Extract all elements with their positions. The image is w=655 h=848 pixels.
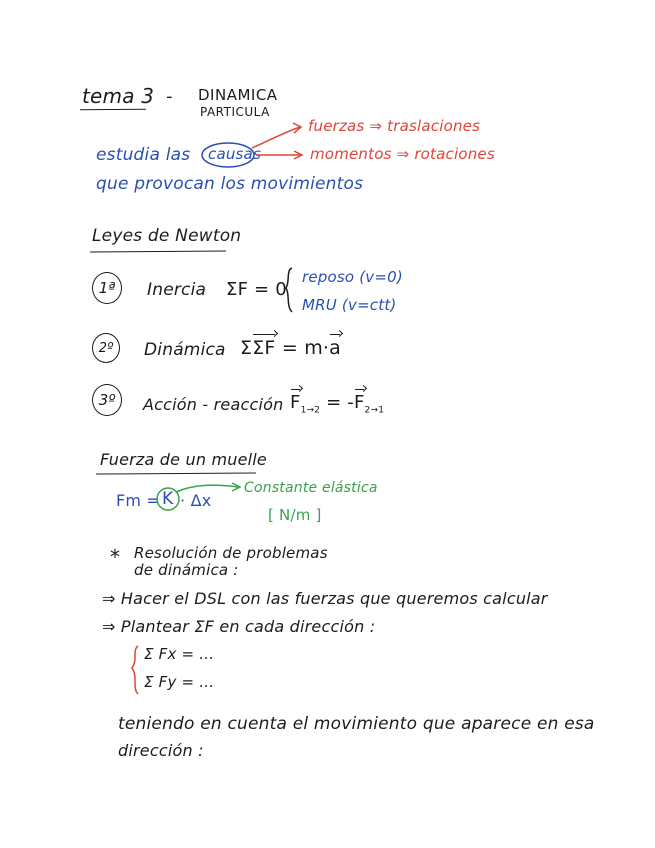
arrow-to-forces-head bbox=[293, 123, 301, 133]
law2-force-vector: ΣF bbox=[252, 337, 276, 359]
law3-f21-sub: 2→1 bbox=[364, 405, 385, 416]
law2-formula-lhs: ΣΣF bbox=[240, 337, 276, 359]
law3-f21: F bbox=[353, 392, 365, 413]
intro-line1: estudia las bbox=[96, 145, 191, 165]
method-title-line1: Resolución de problemas bbox=[134, 544, 328, 562]
inertia-case-mru: MRU (v=ctt) bbox=[302, 296, 397, 314]
law3-number: 3º bbox=[92, 384, 122, 416]
topic-number: tema 3 bbox=[82, 84, 155, 108]
method-title-line2: de dinámica : bbox=[134, 561, 239, 579]
spring-constant-label: Constante elástica bbox=[244, 480, 378, 496]
spring-heading: Fuerza de un muelle bbox=[100, 450, 267, 469]
law3-f12-sub: 1→2 bbox=[300, 405, 321, 416]
title-dash: - bbox=[166, 86, 173, 107]
law2-formula-eq: = bbox=[281, 337, 298, 359]
spring-underline bbox=[96, 472, 256, 474]
law3-eq: = - bbox=[326, 392, 354, 413]
newton-underline bbox=[90, 251, 226, 253]
law2-name: Dinámica bbox=[144, 340, 226, 360]
law3-f12: F bbox=[290, 392, 301, 413]
topic-underline bbox=[80, 109, 146, 110]
spring-units: [ N/m ] bbox=[268, 506, 322, 524]
branch-forces: fuerzas ⇒ traslaciones bbox=[308, 117, 481, 135]
spring-formula-lhs: Fm = bbox=[116, 491, 161, 510]
intro-line2: que provocan los movimientos bbox=[96, 174, 364, 194]
branch-moments: momentos ⇒ rotaciones bbox=[310, 145, 495, 163]
method-step1: ⇒ Hacer el DSL con las fuerzas que queremos calcular bbox=[102, 589, 548, 608]
spring-formula-rhs: · Δx bbox=[180, 491, 212, 510]
arrow-to-constant-label-head bbox=[232, 483, 240, 491]
law2-formula bbox=[240, 337, 341, 359]
law1-number: 1ª bbox=[92, 272, 122, 304]
newton-heading: Leyes de Newton bbox=[92, 226, 242, 246]
method-bullet: * bbox=[110, 545, 121, 569]
topic-title-line1: DINAMICA bbox=[198, 86, 278, 104]
sum-brace bbox=[132, 646, 138, 694]
causes-word: causas bbox=[208, 145, 261, 163]
spring-constant: K bbox=[162, 489, 174, 509]
law3-formula bbox=[290, 392, 384, 416]
inertia-case-rest: reposo (v=0) bbox=[302, 268, 403, 286]
law3-name: Acción - reacción bbox=[143, 395, 284, 414]
sum-fx: Σ Fx = ... bbox=[144, 645, 215, 663]
law1-formula: ΣF = 0 bbox=[226, 279, 287, 300]
conclusion-line1: teniendo en cuenta el movimiento que aparece en esa bbox=[118, 714, 595, 734]
topic-title-line2: PARTICULA bbox=[200, 105, 270, 119]
conclusion-line2: dirección : bbox=[118, 741, 204, 760]
arrow-to-moments-head bbox=[294, 151, 302, 159]
law1-name: Inercia bbox=[147, 280, 207, 300]
method-step2: ⇒ Plantear ΣF en cada dirección : bbox=[102, 617, 376, 636]
sum-fy: Σ Fy = ... bbox=[144, 673, 215, 691]
law2-formula-mass: m· bbox=[304, 337, 330, 359]
law2-number: 2º bbox=[92, 333, 120, 363]
law2-accel-vector: a bbox=[329, 337, 341, 359]
